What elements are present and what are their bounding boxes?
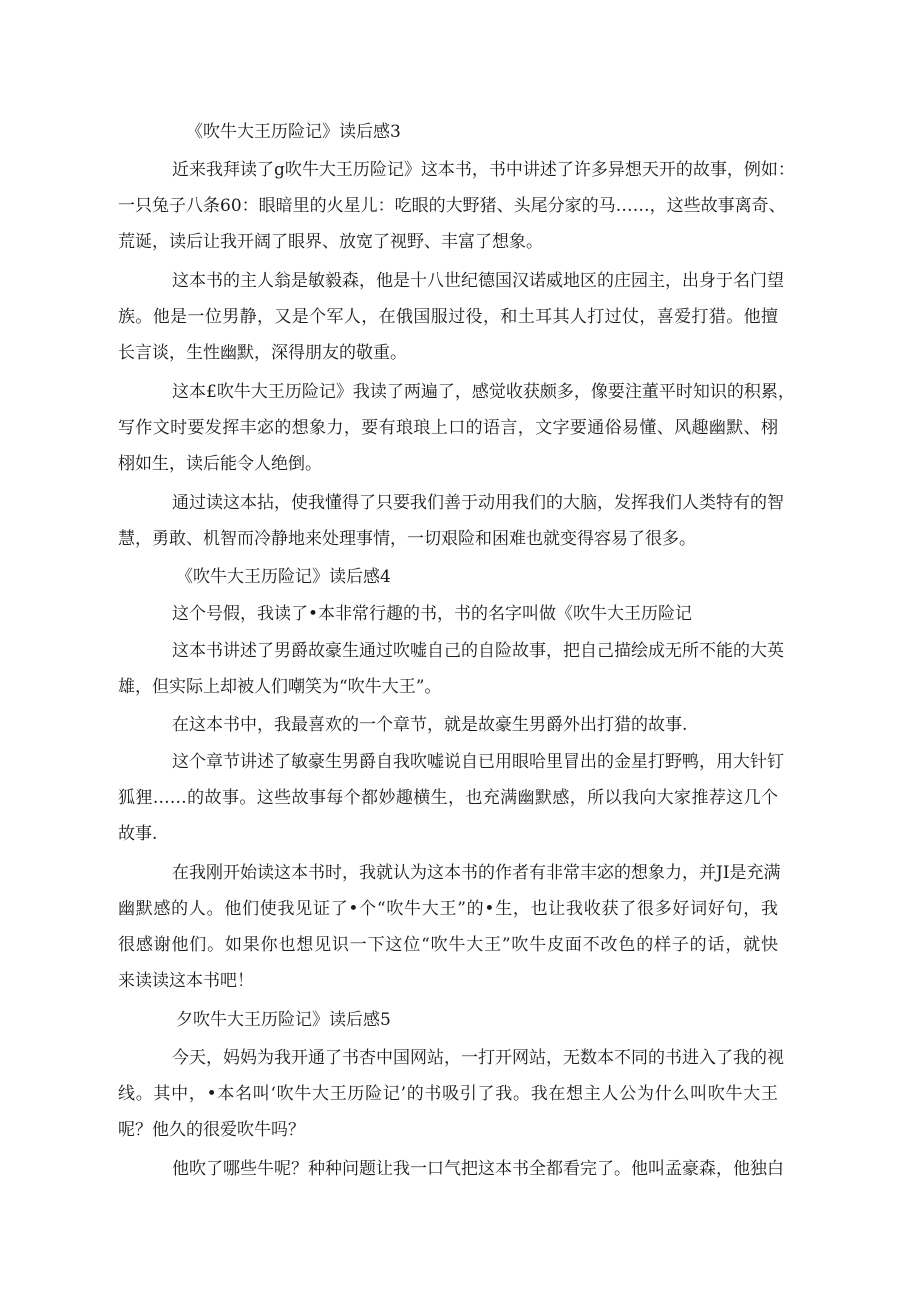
paragraph-line: 这本书的主人翁是敏毅森，他是十八世纪德国汉诺威地区的庄园主，出身于名门望 [172, 271, 784, 291]
paragraph-line: 呢？他久的很爱吹牛吗？ [118, 1120, 305, 1140]
paragraph-line: 族。他是一位男静，又是个军人，在俄国服过役，和土耳其人打过仗，喜爱打猎。他擅 [118, 307, 778, 327]
paragraph-line: 在我刚开始读这本书时，我就认为这本书的作者有非常丰宓的想象力，并JI是充满 [172, 863, 781, 883]
paragraph-line: 近来我拜读了g吹牛大王历险记》这本书，书中讲述了许多异想天开的故事，例如： [172, 160, 795, 180]
paragraph-line: 一只兔子八条60：眼暗里的火星儿：吃眼的大野猪、头尾分家的马……，这些故事离奇、 [118, 196, 786, 216]
paragraph-line: 这个号假，我读了•本非常行趣的书，书的名字叫做《吹牛大王历险记 [172, 604, 693, 624]
paragraph-line: 狐狸……的故事。这些故事每个都妙趣横生，也充满幽默感，所以我向大家推荐这几个 [118, 788, 778, 808]
paragraph-line: 很感谢他们。如果你也想见识一下这位“吹牛大王”吹牛皮面不改色的样子的话，就快 [118, 935, 778, 955]
paragraph-line: 这本书讲述了男爵故豪生通过吹嘘自己的自险故事，把自己描绘成无所不能的大英 [172, 641, 784, 661]
paragraph-line: 在这本书中，我最喜欢的一个章节，就是故豪生男爵外出打猎的故事. [172, 715, 688, 735]
paragraph-line: 故事. [118, 824, 158, 844]
paragraph-line: 荒诞，读后让我开阔了眼界、放宽了视野、丰富了想象。 [118, 232, 543, 252]
paragraph-line: 来读读这本书吧！ [118, 971, 254, 991]
paragraph-line: 这本£吹牛大王历险记》我读了两遍了，感觉收获颇多，像要注董平时知识的积累， [172, 382, 795, 402]
paragraph-line: 幽默感的人。他们使我见证了•个“吹牛大王”的•生，也让我收获了很多好词好句，我 [118, 899, 778, 919]
paragraph-line: 他吹了哪些牛呢？种种问题让我一口气把这本书全都看完了。他叫孟豪森，他独白 [172, 1159, 784, 1179]
paragraph-line: 慧，勇敢、机智而冷静地来处理事情，一切艰险和困难也就变得容易了很多。 [118, 529, 696, 549]
paragraph-line: 写作文时要发挥丰宓的想象力，要有琅琅上口的语言，文字要通俗易懂、风趣幽默、栩 [118, 418, 778, 438]
paragraph-line: 栩如生，读后能令人绝倒。 [118, 454, 322, 474]
section-heading: 《吹牛大王历险记》读后感4 [176, 567, 391, 587]
section-heading: 夕吹牛大王历险记》读后感5 [176, 1010, 391, 1030]
section-heading: 《吹牛大王历险记》读后感3 [186, 122, 401, 142]
paragraph-line: 长言谈，生性幽默，深得朋友的敬重。 [118, 343, 407, 363]
paragraph-line: 通过读这本拈，使我懂得了只要我们善于动用我们的大脑，发挥我们人类特有的智 [172, 493, 784, 513]
paragraph-line: 雄，但实际上却被人们嘲笑为“吹牛大王”。 [118, 677, 442, 697]
paragraph-line: 线。其中，•本名叫‘吹牛大王历险记’的书吸引了我。我在想主人公为什么叫吹牛大王 [118, 1084, 778, 1104]
paragraph-line: 今天，妈妈为我开通了书杏中国网站，一打开网站，无数本不同的书进入了我的视 [172, 1048, 784, 1068]
paragraph-line: 这个章节讲述了敏豪生男爵自我吹嘘说自已用眼哈里冒出的金星打野鸭，用大针钉 [172, 752, 784, 772]
